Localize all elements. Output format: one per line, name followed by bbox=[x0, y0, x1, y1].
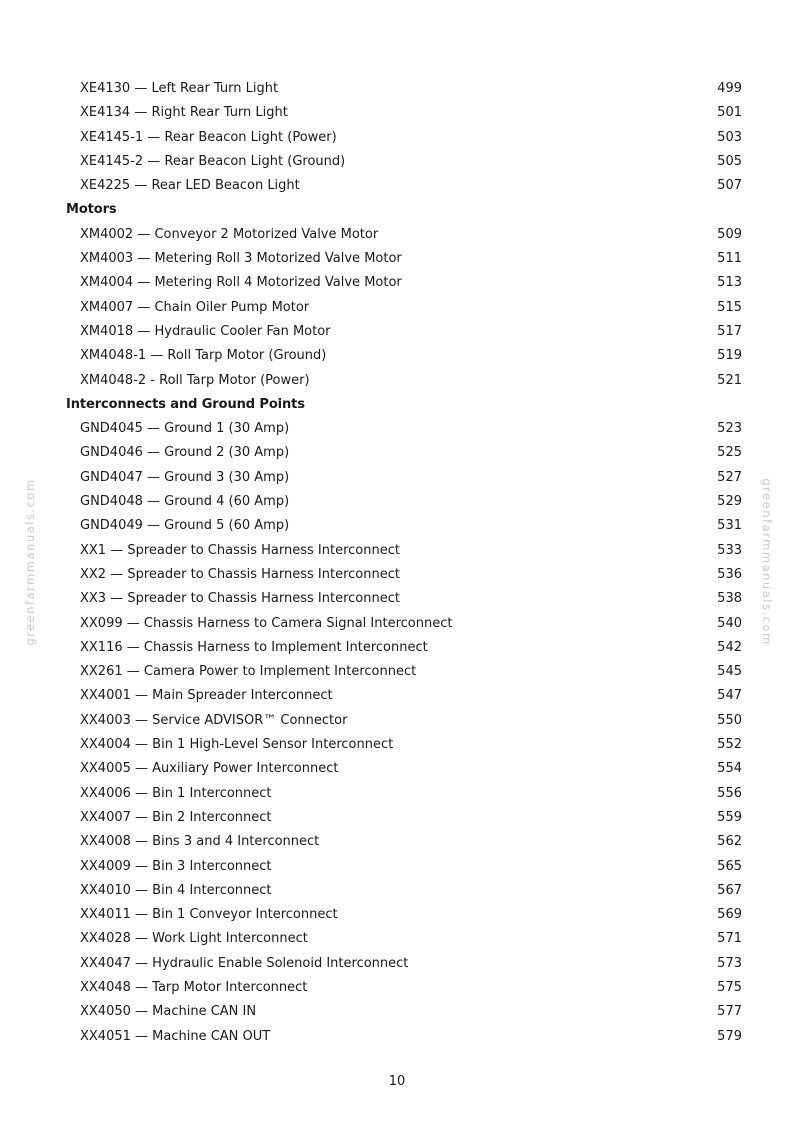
toc-entry-title: XM4007 — Chain Oiler Pump Motor bbox=[80, 299, 310, 315]
toc-entry[interactable] bbox=[66, 636, 742, 660]
toc-entry-page: 511 bbox=[717, 251, 742, 267]
toc-entry-title: XX4048 — Tarp Motor Interconnect bbox=[80, 979, 308, 995]
toc-entry-page: 527 bbox=[717, 469, 742, 485]
toc-entry-title: XX1 — Spreader to Chassis Harness Interconnect bbox=[80, 542, 400, 558]
toc-entry-page: 501 bbox=[717, 105, 742, 121]
toc-entry-page: 536 bbox=[717, 566, 742, 582]
toc-entry-page: 503 bbox=[717, 129, 742, 145]
toc-entry-title: XX4008 — Bins 3 and 4 Interconnect bbox=[80, 834, 320, 850]
toc-entry[interactable] bbox=[66, 1000, 742, 1024]
section-heading: Motors bbox=[66, 202, 117, 218]
toc-entry-title: XX4007 — Bin 2 Interconnect bbox=[80, 809, 272, 825]
toc-entry-title: GND4047 — Ground 3 (30 Amp) bbox=[80, 469, 290, 485]
toc-entry[interactable] bbox=[66, 903, 742, 927]
toc-entry-page: 575 bbox=[717, 979, 742, 995]
toc-entry[interactable] bbox=[66, 271, 742, 295]
toc-entry-title: GND4045 — Ground 1 (30 Amp) bbox=[80, 421, 290, 437]
toc-entry[interactable] bbox=[66, 660, 742, 684]
page-number: 10 bbox=[388, 1074, 406, 1089]
toc-entry[interactable] bbox=[66, 174, 742, 198]
toc-entry-page: 540 bbox=[717, 615, 742, 631]
toc-entry-page: 509 bbox=[717, 226, 742, 242]
table-of-contents bbox=[66, 77, 742, 1049]
toc-entry-title: XX4011 — Bin 1 Conveyor Interconnect bbox=[80, 907, 338, 923]
toc-entry[interactable] bbox=[66, 514, 742, 538]
toc-entry[interactable] bbox=[66, 782, 742, 806]
toc-entry[interactable] bbox=[66, 247, 742, 271]
toc-entry-page: 519 bbox=[717, 348, 742, 364]
toc-entry-title: XX4047 — Hydraulic Enable Solenoid Interconnect bbox=[80, 955, 409, 971]
toc-entry-page: 538 bbox=[717, 591, 742, 607]
toc-entry-page: 554 bbox=[717, 761, 742, 777]
toc-entry-page: 550 bbox=[717, 712, 742, 728]
toc-entry[interactable] bbox=[66, 320, 742, 344]
section-heading: Interconnects and Ground Points bbox=[66, 396, 305, 412]
toc-entry-title: XE4145-2 — Rear Beacon Light (Ground) bbox=[80, 153, 346, 169]
toc-entry-page: 565 bbox=[717, 858, 742, 874]
toc-entry-page: 569 bbox=[717, 907, 742, 923]
toc-entry-title: XX4001 — Main Spreader Interconnect bbox=[80, 688, 333, 704]
toc-entry[interactable] bbox=[66, 466, 742, 490]
toc-entry-title: XX3 — Spreader to Chassis Harness Interconnect bbox=[80, 591, 400, 607]
toc-entry[interactable] bbox=[66, 101, 742, 125]
toc-entry[interactable] bbox=[66, 830, 742, 854]
toc-entry[interactable] bbox=[66, 126, 742, 150]
toc-entry-page: 545 bbox=[717, 664, 742, 680]
toc-entry-page: 542 bbox=[717, 639, 742, 655]
toc-entry-title: XX4050 — Machine CAN IN bbox=[80, 1004, 257, 1020]
toc-entry-page: 531 bbox=[717, 518, 742, 534]
toc-entry-page: 571 bbox=[717, 931, 742, 947]
toc-entry[interactable] bbox=[66, 733, 742, 757]
toc-entry-title: XX4051 — Machine CAN OUT bbox=[80, 1028, 271, 1044]
toc-entry-page: 562 bbox=[717, 834, 742, 850]
toc-entry-page: 513 bbox=[717, 275, 742, 291]
toc-entry[interactable] bbox=[66, 855, 742, 879]
toc-entry[interactable] bbox=[66, 223, 742, 247]
toc-entry-title: XX2 — Spreader to Chassis Harness Interconnect bbox=[80, 566, 400, 582]
toc-entry[interactable] bbox=[66, 563, 742, 587]
toc-entry-page: 521 bbox=[717, 372, 742, 388]
toc-entry-title: XX4028 — Work Light Interconnect bbox=[80, 931, 308, 947]
toc-entry-page: 505 bbox=[717, 153, 742, 169]
watermark-left: greenfarmmanuals.com bbox=[23, 478, 37, 646]
toc-entry-title: XE4130 — Left Rear Turn Light bbox=[80, 81, 279, 96]
toc-entry-title: XX4009 — Bin 3 Interconnect bbox=[80, 858, 272, 874]
toc-entry-title: XX4010 — Bin 4 Interconnect bbox=[80, 882, 272, 898]
toc-entry-title: XX4006 — Bin 1 Interconnect bbox=[80, 785, 272, 801]
toc-entry-page: 547 bbox=[717, 688, 742, 704]
toc-entry-title: GND4046 — Ground 2 (30 Amp) bbox=[80, 445, 290, 461]
toc-entry-page: 533 bbox=[717, 542, 742, 558]
toc-entry[interactable] bbox=[66, 879, 742, 903]
toc-entry-page: 529 bbox=[717, 494, 742, 510]
toc-entry[interactable] bbox=[66, 369, 742, 393]
toc-entry-title: XE4134 — Right Rear Turn Light bbox=[80, 105, 288, 121]
toc-entry[interactable] bbox=[66, 927, 742, 951]
toc-entry[interactable] bbox=[66, 150, 742, 174]
toc-entry[interactable] bbox=[66, 344, 742, 368]
toc-entry[interactable] bbox=[66, 587, 742, 611]
toc-entry[interactable] bbox=[66, 539, 742, 563]
toc-entry-title: XX116 — Chassis Harness to Implement Interconnect bbox=[80, 639, 428, 655]
toc-entry-page: 577 bbox=[717, 1004, 742, 1020]
toc-entry[interactable] bbox=[66, 296, 742, 320]
toc-entry[interactable] bbox=[66, 441, 742, 465]
toc-entry-page: 579 bbox=[717, 1028, 742, 1044]
toc-entry[interactable] bbox=[66, 709, 742, 733]
toc-entry-page: 567 bbox=[717, 882, 742, 898]
toc-entry-title: XM4002 — Conveyor 2 Motorized Valve Motor bbox=[80, 226, 379, 242]
toc-entry[interactable] bbox=[66, 684, 742, 708]
toc-entry[interactable] bbox=[66, 806, 742, 830]
toc-entry-title: XM4048-1 — Roll Tarp Motor (Ground) bbox=[80, 348, 327, 364]
toc-entry-page: 499 bbox=[717, 81, 742, 96]
toc-entry-title: XX4003 — Service ADVISOR™ Connector bbox=[80, 712, 348, 728]
toc-entry-title: XE4145-1 — Rear Beacon Light (Power) bbox=[80, 129, 337, 145]
toc-entry-page: 517 bbox=[717, 323, 742, 339]
toc-entry-title: XM4048-2 - Roll Tarp Motor (Power) bbox=[80, 372, 310, 388]
toc-entry[interactable] bbox=[66, 490, 742, 514]
toc-entry-page: 525 bbox=[717, 445, 742, 461]
toc-entry[interactable] bbox=[66, 1025, 742, 1049]
toc-entry-page: 573 bbox=[717, 955, 742, 971]
toc-entry-title: XM4004 — Metering Roll 4 Motorized Valve Motor bbox=[80, 275, 402, 291]
toc-entry[interactable] bbox=[66, 612, 742, 636]
toc-entry-page: 507 bbox=[717, 178, 742, 194]
toc-entry-page: 523 bbox=[717, 421, 742, 437]
toc-entry-title: XM4003 — Metering Roll 3 Motorized Valve Motor bbox=[80, 251, 402, 267]
toc-entry-title: XX4005 — Auxiliary Power Interconnect bbox=[80, 761, 339, 777]
toc-entry-page: 515 bbox=[717, 299, 742, 315]
toc-entry[interactable] bbox=[66, 757, 742, 781]
toc-entry[interactable] bbox=[66, 77, 742, 101]
toc-entry-title: XX261 — Camera Power to Implement Interconnect bbox=[80, 664, 417, 680]
toc-entry-title: GND4048 — Ground 4 (60 Amp) bbox=[80, 494, 290, 510]
toc-entry-page: 556 bbox=[717, 785, 742, 801]
toc-entry-title: XE4225 — Rear LED Beacon Light bbox=[80, 178, 300, 194]
toc-entry-title: XM4018 — Hydraulic Cooler Fan Motor bbox=[80, 323, 331, 339]
toc-entry[interactable] bbox=[66, 417, 742, 441]
toc-entry[interactable] bbox=[66, 952, 742, 976]
toc-entry-page: 559 bbox=[717, 809, 742, 825]
toc-entry-title: GND4049 — Ground 5 (60 Amp) bbox=[80, 518, 290, 534]
toc-entry-page: 552 bbox=[717, 737, 742, 753]
toc-entry-title: XX099 — Chassis Harness to Camera Signal Interconnect bbox=[80, 615, 453, 631]
toc-entry-title: XX4004 — Bin 1 High-Level Sensor Interconnect bbox=[80, 737, 394, 753]
toc-entry[interactable] bbox=[66, 976, 742, 1000]
watermark-right: greenfarmmanuals.com bbox=[760, 478, 774, 646]
